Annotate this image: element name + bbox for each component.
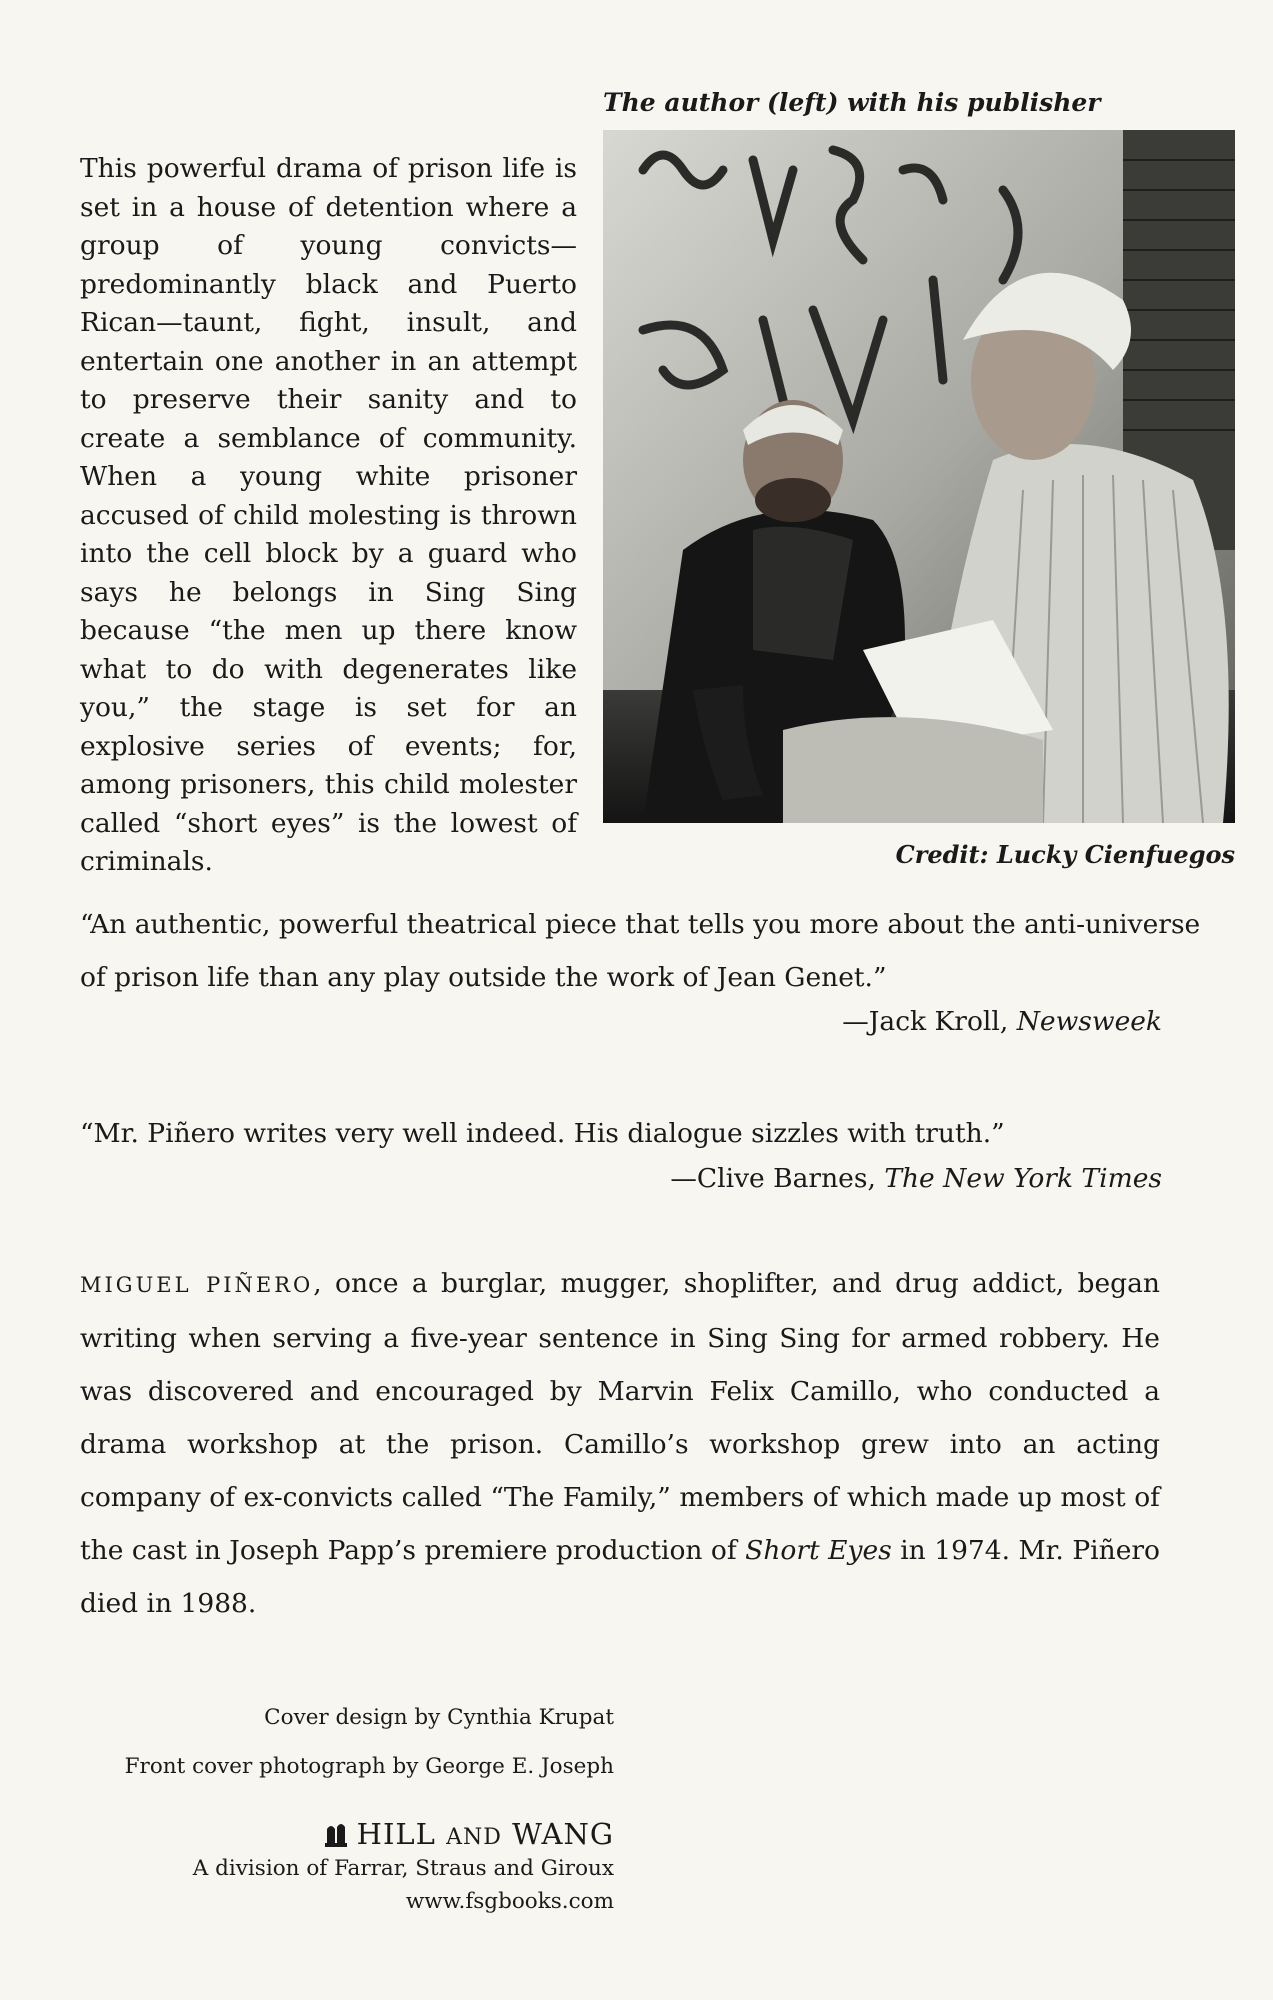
publisher-name-and: AND — [446, 1825, 502, 1850]
publisher-imprint — [100, 1817, 614, 1851]
quote-kroll-source: Newsweek — [1016, 1006, 1162, 1037]
quote-kroll-author: —Jack Kroll, — [842, 1006, 1017, 1037]
front-photo-credit: Front cover photograph by George E. Joseph — [124, 1754, 614, 1779]
bio-text-2: in 1974. Mr. Piñero died in 1988. — [80, 1535, 1161, 1619]
quote-barnes-author: —Clive Barnes, — [670, 1163, 885, 1194]
publisher-name-1: HILL — [356, 1817, 447, 1851]
quote-barnes-attribution — [670, 1163, 1162, 1194]
bio-book-title: Short Eyes — [745, 1535, 892, 1566]
quote-kroll-attribution — [842, 1006, 1162, 1037]
publisher-division: A division of Farrar, Straus and Giroux — [192, 1856, 614, 1881]
publisher-name-2: WANG — [501, 1817, 614, 1851]
author-publisher-photo — [603, 130, 1235, 823]
cover-design-credit: Cover design by Cynthia Krupat — [264, 1705, 614, 1730]
hill-and-wang-logo-icon — [325, 1821, 347, 1847]
author-name: MIGUEL PIÑERO — [80, 1273, 314, 1297]
publisher-website: www.fsgbooks.com — [405, 1889, 614, 1914]
quote-barnes: “Mr. Piñero writes very well indeed. His dialogue sizzles with truth.” — [80, 1118, 1005, 1149]
intro-paragraph: This powerful drama of prison life is set in a house of detention where a group of young convicts—predominantly black and Puerto Rican—taunt, fight, insult, and entertain one another in an attempt to preserve their sanity and to create a semblance of community. When a young white prisoner accused of child molesting is thrown into the cell block by a guard who says he belongs in Sing Sing because “the men up there know what to do with degenerates like you,” the stage is set for an explosive series of events; for, among prisoners, this child molester called “short eyes” is the lowest of criminals. — [80, 153, 577, 877]
author-bio — [80, 1257, 1160, 1630]
bio-text-1: , once a burglar, mugger, shoplifter, and drug addict, began writing when serving a five-year sentence in Sing Sing for armed robbery. He was discovered and encouraged by Marvin Felix Camillo, who conducted a drama workshop at the prison. Camillo’s workshop grew into an acting company of ex-convicts called “The Family,” members of which made up most of the cast in Joseph Papp’s premiere production of — [80, 1268, 1160, 1566]
quote-barnes-source: The New York Times — [884, 1163, 1162, 1194]
photo-caption: The author (left) with his publisher — [603, 88, 1101, 117]
photo-credit: Credit: Lucky Cienfuegos — [895, 840, 1235, 869]
quote-kroll: “An authentic, powerful theatrical piece that tells you more about the anti-universe of prison life than any play outside the work of Jean Genet.” — [80, 909, 1201, 993]
